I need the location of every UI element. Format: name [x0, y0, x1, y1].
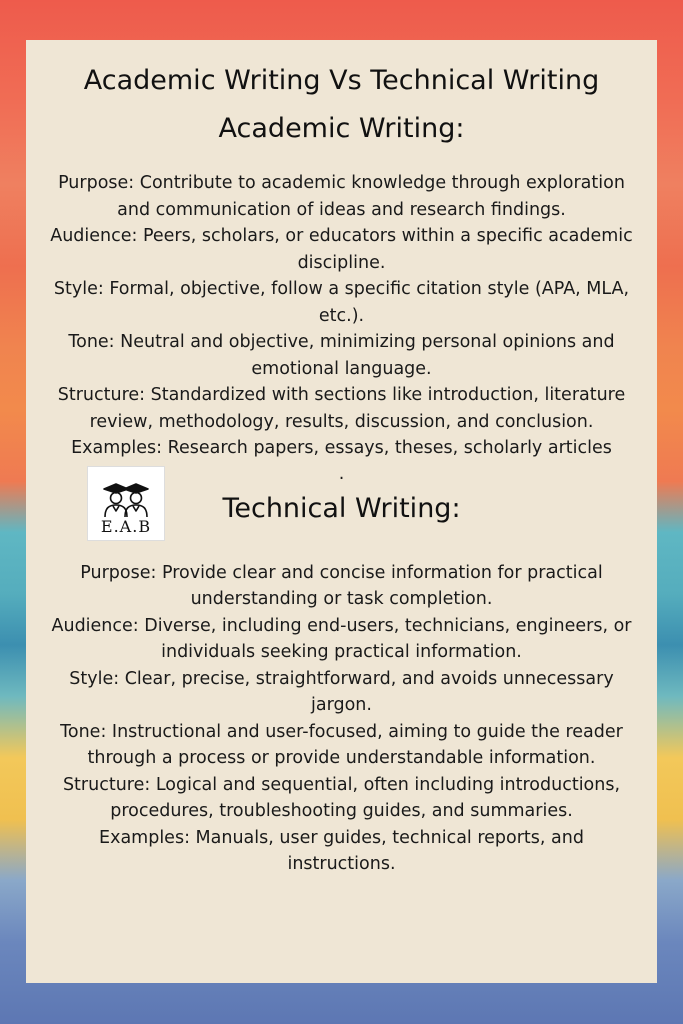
technical-heading: Technical Writing:: [222, 492, 461, 524]
technical-audience: Audience: Diverse, including end-users, technicians, engineers, or individuals seeking practical information.: [51, 615, 632, 662]
technical-structure: Structure: Logical and sequential, often including introductions, procedures, troubleshooting guides, and summaries.: [62, 774, 621, 821]
academic-purpose: Purpose: Contribute to academic knowledge through exploration and communication of ideas and research findings.: [58, 173, 625, 220]
technical-tone: Tone: Instructional and user-focused, aiming to guide the reader through a process or provide understandable information.: [60, 721, 623, 768]
academic-audience: Audience: Peers, scholars, or educators within a specific academic discipline.: [50, 226, 633, 273]
technical-examples: Examples: Manuals, user guides, technical reports, and instructions.: [99, 827, 584, 874]
academic-body: [44, 170, 639, 462]
technical-purpose: Purpose: Provide clear and concise information for practical understanding or task completion.: [80, 562, 603, 609]
academic-examples: Examples: Research papers, essays, theses, scholarly articles: [71, 438, 612, 458]
eab-logo: [87, 466, 165, 541]
content-card: [26, 40, 657, 983]
academic-tone: Tone: Neutral and objective, minimizing personal opinions and emotional language.: [68, 332, 615, 379]
page-title: Academic Writing Vs Technical Writing: [83, 65, 600, 96]
trailing-dot: .: [338, 463, 345, 484]
academic-heading: Academic Writing:: [218, 113, 465, 144]
academic-structure: Structure: Standardized with sections like introduction, literature review, methodology, results, discussion, and conclusion.: [57, 385, 626, 432]
academic-style: Style: Formal, objective, follow a specific citation style (APA, MLA, etc.).: [53, 279, 630, 326]
technical-heading-row: [44, 488, 639, 534]
graduates-icon: [96, 480, 156, 518]
technical-body: [44, 560, 639, 878]
logo-text: E.A.B: [100, 516, 152, 536]
technical-style: Style: Clear, precise, straightforward, and avoids unnecessary jargon.: [69, 668, 614, 715]
